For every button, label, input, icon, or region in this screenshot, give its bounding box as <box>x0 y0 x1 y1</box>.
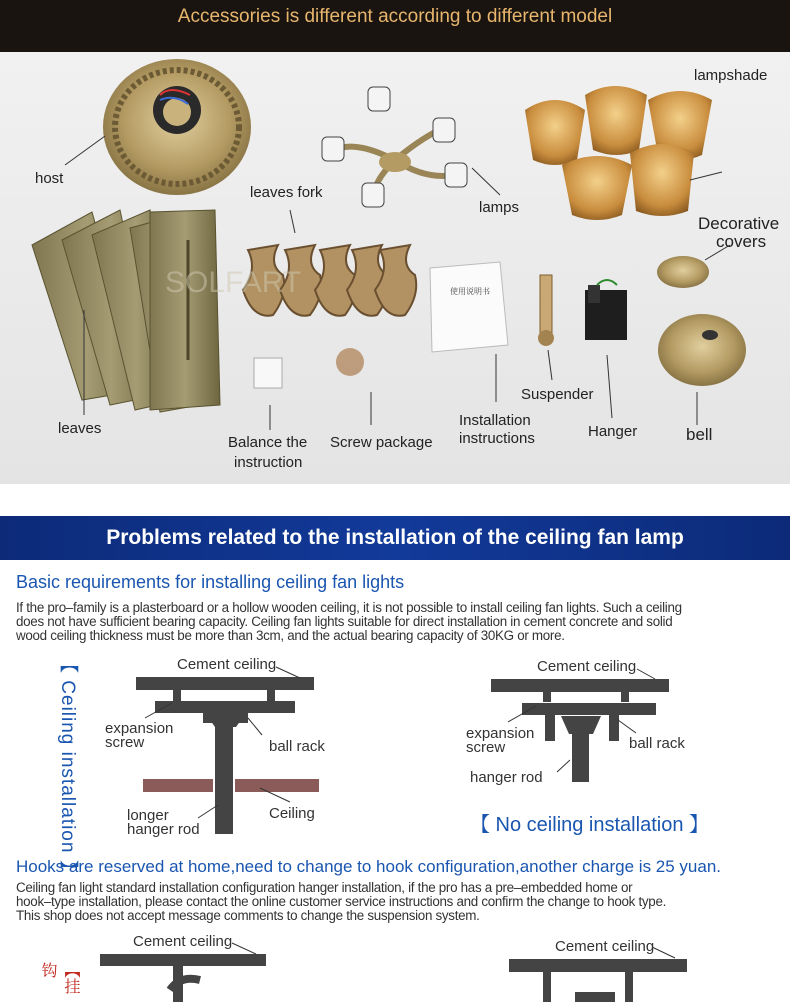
no-ceiling-caption: 【 No ceiling installation 】 <box>470 814 709 836</box>
bottom-right-cement-label: Cement ceiling <box>555 938 655 955</box>
label-hanger: Hanger <box>588 423 638 440</box>
label-suspender: Suspender <box>521 386 594 403</box>
hook-side-label: 【挂钩 <box>39 962 79 994</box>
right-cement-label: Cement ceiling <box>537 658 637 675</box>
ceiling-installation-label: 【 Ceiling installation 】 <box>57 654 78 880</box>
hooks-line: Ceiling fan light standard installation configuration hanger installation, if the pro has a pre–embedded home or <box>16 880 633 895</box>
left-expansion-label-1: expansion <box>105 720 174 737</box>
right-ball-rack-label: ball rack <box>629 735 685 752</box>
hook-diagrams <box>100 954 687 1002</box>
watermark: SOLFART <box>165 266 302 299</box>
bottom-left-cement-label: Cement ceiling <box>133 933 233 950</box>
left-cement-label: Cement ceiling <box>177 656 277 673</box>
left-longer-label-2: hanger rod <box>127 821 200 838</box>
right-expansion-label-2: screw <box>466 739 506 756</box>
label-decorative-2: covers <box>716 232 767 251</box>
section-banner-title: Problems related to the installation of the ceiling fan lamp <box>106 526 684 549</box>
basic-line: does not have sufficient bearing capacity. Ceiling fan lights suitable for direct installation in cement concrete and solid <box>16 614 673 629</box>
left-ball-rack-label: ball rack <box>269 738 325 755</box>
hooks-heading: Hooks are reserved at home,need to change to hook configuration,another charge is 25 yuan. <box>16 857 722 876</box>
left-ceiling-label: Ceiling <box>269 805 315 822</box>
left-longer-label-1: longer <box>127 807 169 824</box>
label-leaves: leaves <box>58 420 102 437</box>
label-decorative-1: Decorative <box>698 214 780 233</box>
label-lampshade: lampshade <box>694 67 768 84</box>
label-balance-2: instruction <box>234 454 303 471</box>
basic-line: If the pro–family is a plasterboard or a hollow wooden ceiling, it is not possible to install ceiling fan lights. Such a ceiling <box>16 600 682 615</box>
label-installation-2: instructions <box>459 430 535 447</box>
label-bell: bell <box>686 425 713 444</box>
label-leaves-fork: leaves fork <box>250 184 323 201</box>
label-installation-1: Installation <box>459 412 531 429</box>
manual-title: 使用说明书 <box>450 287 490 296</box>
hooks-paragraph <box>16 881 776 923</box>
label-lamps: lamps <box>479 199 520 216</box>
basic-line: wood ceiling thickness must be more than 3cm, and the actual bearing capacity of 30KG or more. <box>16 628 565 643</box>
right-expansion-label-1: expansion <box>466 725 535 742</box>
left-expansion-label-2: screw <box>105 734 145 751</box>
basic-heading: Basic requirements for installing ceiling fan lights <box>16 572 405 592</box>
right-hanger-rod-label: hanger rod <box>470 769 543 786</box>
label-balance-1: Balance the <box>228 434 308 451</box>
label-screw-package: Screw package <box>330 434 433 451</box>
hooks-line: hook–type installation, please contact the online customer service instructions and confirm the change to hook type. <box>16 894 667 909</box>
top-banner-title: Accessories is different according to different model <box>177 6 613 27</box>
label-host: host <box>35 170 64 187</box>
hooks-line: This shop does not accept message comments to change the suspension system. <box>16 908 480 923</box>
